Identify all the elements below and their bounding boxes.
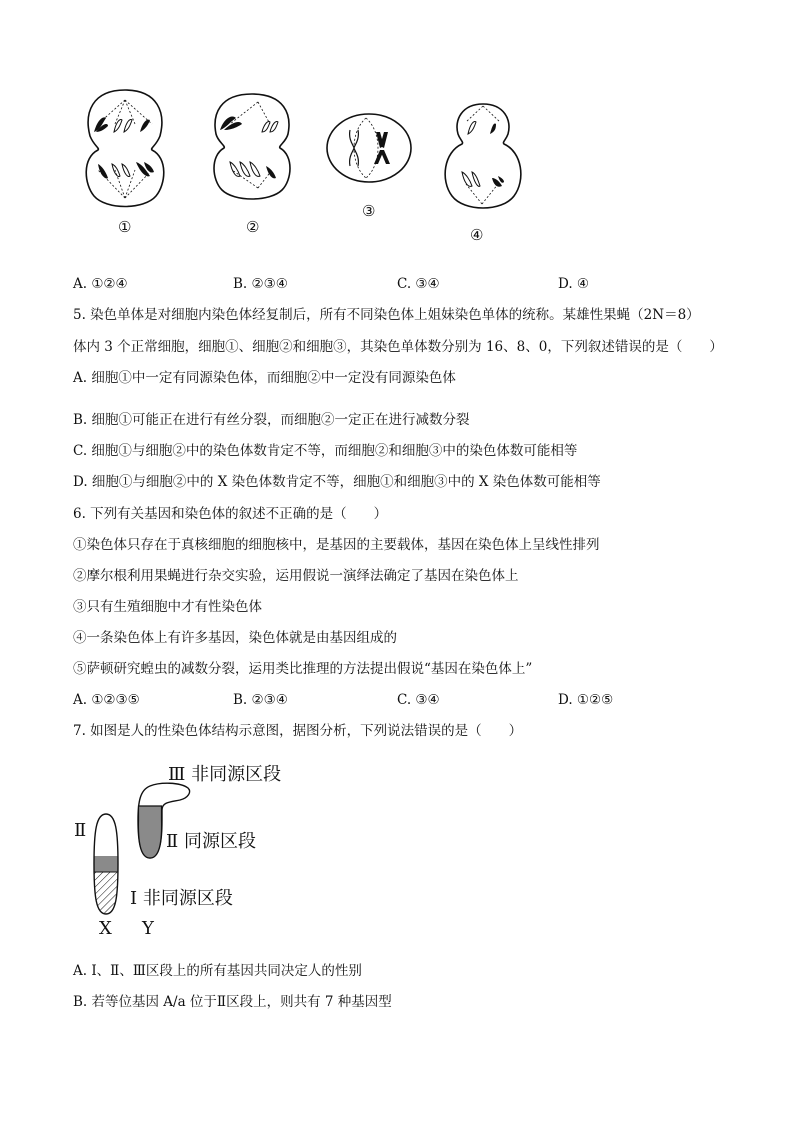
cell-4-diagram <box>440 100 526 212</box>
x-chromosome-diagram <box>92 812 120 916</box>
q5-option-a[interactable]: A. 细胞①中一定有同源染色体，而细胞②中一定没有同源染色体 <box>73 370 456 386</box>
q6-option-d[interactable]: D. ①②⑤ <box>558 692 614 708</box>
q7-option-a[interactable]: A. Ⅰ、Ⅱ、Ⅲ区段上的所有基因共同决定人的性别 <box>73 963 362 979</box>
cell-3-label: ③ <box>362 202 376 220</box>
q4-option-d[interactable]: D. ④ <box>558 276 590 292</box>
q5-option-c[interactable]: C. 细胞①与细胞②中的染色体数肯定不等，而细胞②和细胞③中的染色体数可能相等 <box>73 443 578 459</box>
q6-statement-3: ③只有生殖细胞中才有性染色体 <box>73 599 262 615</box>
q6-statement-5: ⑤萨顿研究蝗虫的减数分裂，运用类比推理的方法提出假说“基因在染色体上” <box>73 661 533 677</box>
cell-4-label: ④ <box>470 226 484 244</box>
cell-1-label: ① <box>118 218 132 236</box>
q4-option-b[interactable]: B. ②③④ <box>233 276 288 292</box>
roman-ii-label: Ⅱ <box>74 820 87 841</box>
q6-stem: 6. 下列有关基因和染色体的叙述不正确的是（ ） <box>73 506 388 522</box>
cell-2-diagram <box>210 92 294 202</box>
region-i-label: Ⅰ 非同源区段 <box>130 888 233 909</box>
q5-option-b[interactable]: B. 细胞①可能正在进行有丝分裂，而细胞②一定正在进行减数分裂 <box>73 412 470 428</box>
y-chromosome-label: Y <box>142 918 154 939</box>
region-ii-label: Ⅱ 同源区段 <box>166 831 256 852</box>
q4-option-c[interactable]: C. ③④ <box>397 276 440 292</box>
region-iii-label: Ⅲ 非同源区段 <box>168 764 282 785</box>
q4-option-a[interactable]: A. ①②④ <box>73 276 128 292</box>
q6-statement-4: ④一条染色体上有许多基因，染色体就是由基因组成的 <box>73 630 397 646</box>
q6-option-b[interactable]: B. ②③④ <box>233 692 288 708</box>
cell-3-diagram <box>326 112 412 184</box>
q7-option-b[interactable]: B. 若等位基因 A/a 位于Ⅱ区段上，则共有 7 种基因型 <box>73 994 392 1010</box>
cell-2-label: ② <box>246 218 260 236</box>
q6-option-c[interactable]: C. ③④ <box>397 692 440 708</box>
q6-statement-2: ②摩尔根利用果蝇进行杂交实验，运用假说一演绎法确定了基因在染色体上 <box>73 568 519 584</box>
q5-option-d[interactable]: D. 细胞①与细胞②中的 X 染色体数肯定不等，细胞①和细胞③中的 X 染色体数可能相等 <box>73 474 601 490</box>
q5-stem-line-1: 5. 染色单体是对细胞内染色体经复制后，所有不同染色体上姐妹染色单体的统称。某雄性果蝇（2N＝8） <box>73 307 700 323</box>
x-chromosome-label: X <box>99 918 112 939</box>
q6-statement-1: ①染色体只存在于真核细胞的细胞核中，是基因的主要载体，基因在染色体上呈线性排列 <box>73 537 600 553</box>
q5-stem-line-2: 体内 3 个正常细胞，细胞①、细胞②和细胞③，其染色单体数分别为 16、8、0，下列叙述错误的是（ ） <box>73 339 723 355</box>
cell-1-diagram <box>80 88 170 210</box>
q7-stem: 7. 如图是人的性染色体结构示意图，据图分析，下列说法错误的是（ ） <box>73 723 523 739</box>
q6-option-a[interactable]: A. ①②③⑤ <box>73 692 140 708</box>
